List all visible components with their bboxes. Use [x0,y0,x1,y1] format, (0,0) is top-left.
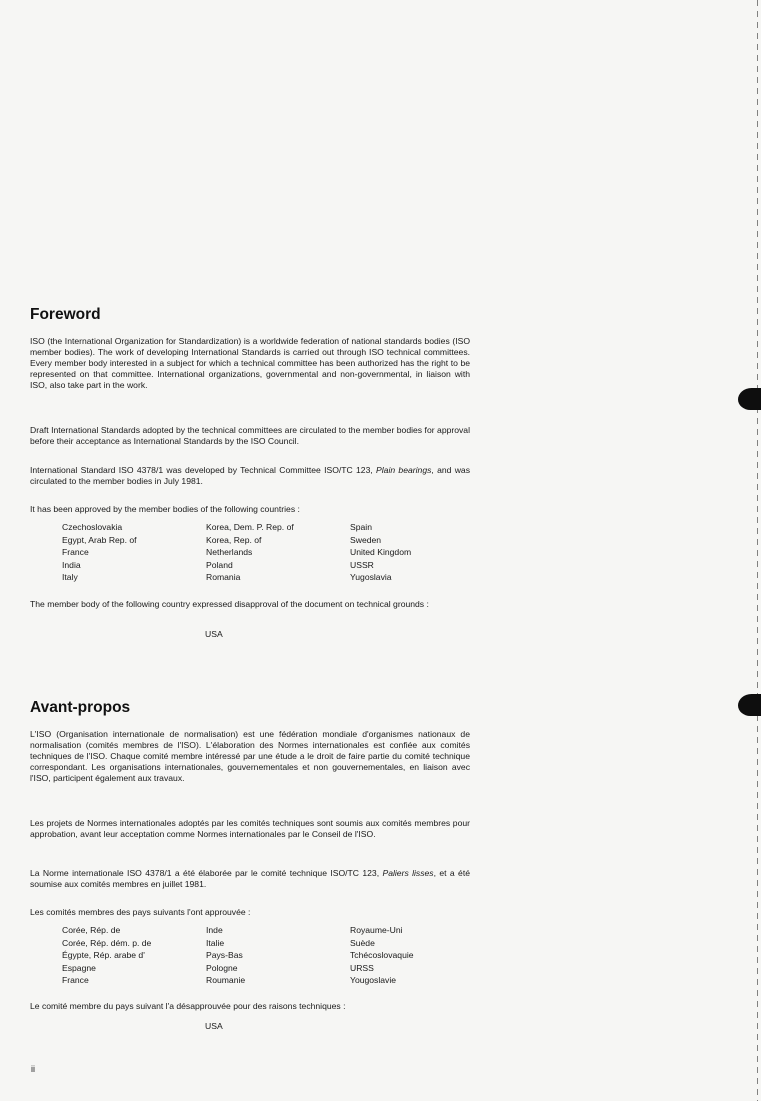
foreword-paragraph-3: International Standard ISO 4378/1 was developed by Technical Committee ISO/TC 123, Plain bearings, and was circulated to the member bodies in July 1981. [30,465,470,486]
margin-ink-blot [738,388,761,410]
country: Royaume-Uni [350,925,403,935]
foreword-approval-intro: It has been approved by the member bodies of the following countries : [30,504,300,514]
foreword-paragraph-1: ISO (the International Organization for Standardization) is a worldwide federation of national standards bodies (ISO member bodies). The work of developing International Standards is carried out through ISO technical committees. Every member body interested in a subject for which a technical committee has been authorized has the right to be represented on that committee. International organizations, governmental and non-governmental, in liaison with ISO, also take part in the work. [30,336,470,390]
country: Sweden [350,534,382,545]
country: India [62,559,81,570]
country: Pologne [206,962,238,973]
avant-propos-paragraph-3: La Norme internationale ISO 4378/1 a été élaborée par le comité technique ISO/TC 123, Paliers lisses, et a été soumise aux comités membres en juillet 1981. [30,868,471,889]
country: Netherlands [206,547,253,557]
foreword-disapproval-country: USA [205,629,223,639]
foreword-paragraph-2: Draft International Standards adopted by the technical committees are circulated to the member bodies for approval before their acceptance as International Standards by the ISO Council. [30,425,470,446]
foreword-heading: Foreword [30,306,101,323]
country: Korea, Dem. P. Rep. of [206,522,294,532]
country: Korea, Rep. of [206,534,262,545]
avant-propos-approval-intro: Les comités membres des pays suivants l'ont approuvée : [30,907,251,917]
country: Espagne [62,962,96,973]
country: Italie [206,937,225,948]
avant-propos-country-list [62,924,462,987]
avant-propos-disapproval-intro: Le comité membre du pays suivant l'a désapprouvée pour des raisons techniques : [30,1001,346,1011]
avant-propos-heading: Avant-propos [30,699,131,716]
country: France [62,547,89,557]
country: Egypt, Arab Rep. of [62,534,137,545]
avant-propos-paragraph-1: L'ISO (Organisation internationale de normalisation) est une fédération mondiale d'organismes nationaux de normalisation (comités membres de l'ISO). L'élaboration des Normes internationales est confiée aux comités techniques de l'ISO. Chaque comité membre intéressé par une étude a le droit de faire partie du comité technique correspondant. Les organisations internationales, gouvernementales et non gouvernementales, en liaison avec l'ISO, participent également aux travaux. [30,729,470,783]
page-number: ii [31,1064,35,1074]
country: Égypte, Rép. arabe d' [62,950,145,960]
margin-ink-blot [738,694,761,716]
country: Inde [206,925,223,935]
country: Poland [206,559,233,570]
country: URSS [350,962,374,973]
country: France [62,975,89,985]
country: Yugoslavia [350,572,392,582]
avant-propos-paragraph-2: Les projets de Normes internationales adoptés par les comités techniques sont soumis aux comités membres pour approbation, avant leur acceptation comme Normes internationales par le Conseil de l'ISO. [30,818,470,839]
country: Czechoslovakia [62,522,123,532]
country: Spain [350,522,372,532]
foreword-country-list [62,521,462,584]
country: United Kingdom [350,547,412,557]
country: Italy [62,572,78,582]
country: Corée, Rép. dém. p. de [62,937,152,948]
country: Romania [206,572,241,582]
scan-edge-line [757,0,759,1101]
country: Roumanie [206,975,246,985]
country: Suède [350,937,375,948]
country: USSR [350,559,374,570]
country: Pays-Bas [206,950,243,960]
country: Yougoslavie [350,975,397,985]
country: Tchécoslovaquie [350,950,414,960]
foreword-disapproval-intro: The member body of the following country expressed disapproval of the document on technical grounds : [30,599,429,609]
country: Corée, Rép. de [62,925,121,935]
avant-propos-disapproval-country: USA [205,1021,223,1031]
